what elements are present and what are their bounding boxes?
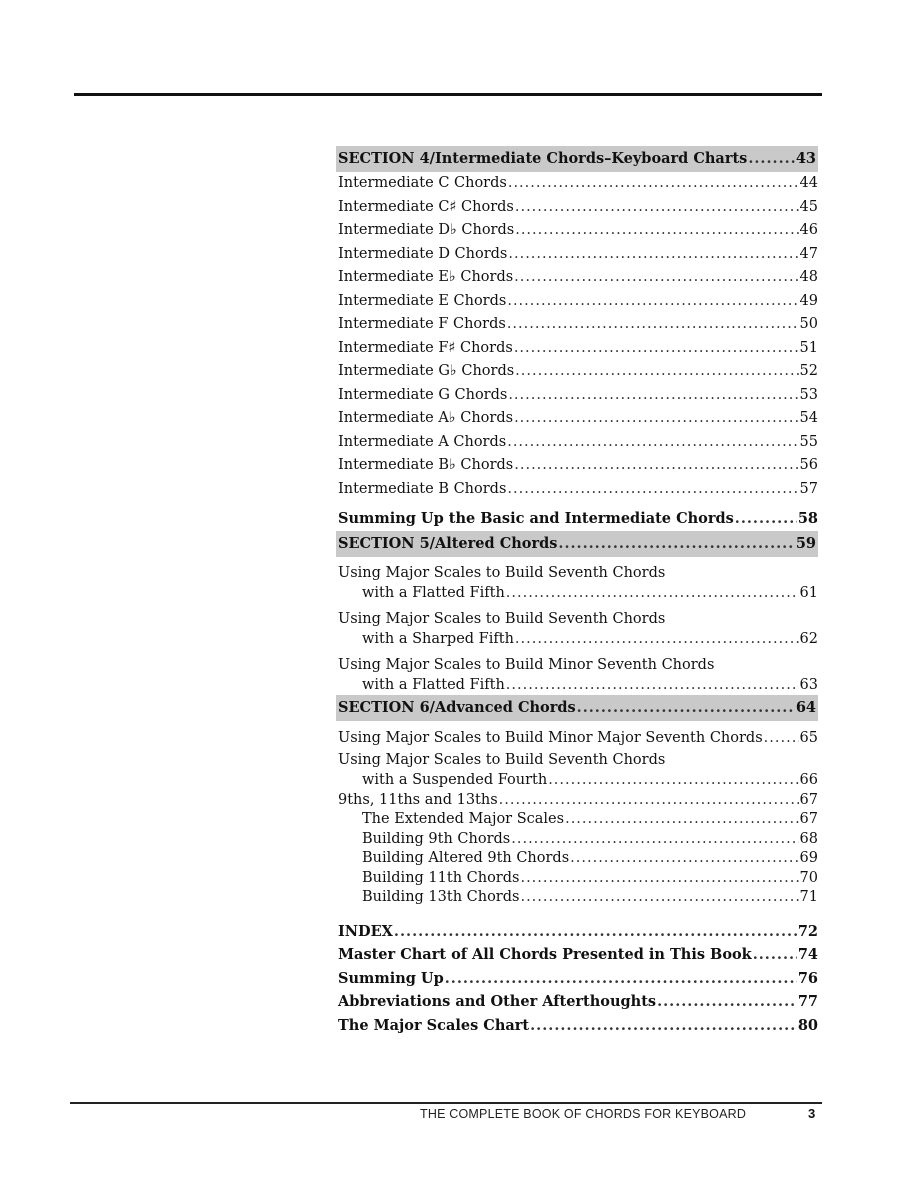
entry-title-line1: Using Major Scales to Build Seventh Chords <box>338 564 666 581</box>
page-number: 63 <box>799 676 818 693</box>
entry-title: Intermediate A Chords <box>338 433 507 450</box>
toc-entry[interactable] <box>338 727 818 751</box>
page-number: 64 <box>795 698 816 716</box>
toc-entry[interactable] <box>338 360 818 384</box>
toc-entry[interactable] <box>338 266 818 290</box>
page-number: 67 <box>799 792 818 808</box>
summary-entry[interactable] <box>338 507 818 531</box>
entry-title-line1: Using Major Scales to Build Seventh Chords <box>338 752 666 768</box>
leader-dots <box>577 697 795 719</box>
entry-title: Summing Up <box>338 969 444 987</box>
leader-dots <box>764 727 799 751</box>
entry-title: Intermediate C♯ Chords <box>338 198 514 215</box>
entry-title-line2: with a Suspended Fourth <box>362 772 548 788</box>
page-number: 76 <box>797 969 818 987</box>
leader-dots <box>548 770 798 790</box>
section-4-header[interactable] <box>336 146 818 172</box>
leader-dots <box>514 407 798 431</box>
entry-title-line2: with a Flatted Fifth <box>362 676 505 693</box>
leader-dots <box>507 313 799 337</box>
table-of-contents <box>338 146 818 1037</box>
leader-dots <box>514 337 799 361</box>
leader-dots <box>445 967 797 991</box>
entry-title: Intermediate E♭ Chords <box>338 269 514 285</box>
toc-entry[interactable] <box>338 478 818 502</box>
bottom-rule <box>70 1102 822 1104</box>
page-number: 61 <box>799 584 818 601</box>
entry-title: Intermediate G♭ Chords <box>338 363 515 379</box>
toc-entry[interactable] <box>338 313 818 337</box>
toc-subentry[interactable] <box>338 888 818 908</box>
entry-title-line2: with a Sharped Fifth <box>362 630 514 647</box>
entry-title-line1: Using Major Scales to Build Seventh Chords <box>338 610 666 627</box>
entry-title: Intermediate F Chords <box>338 316 506 332</box>
leader-dots <box>514 454 798 478</box>
toc-entry[interactable] <box>338 243 818 267</box>
back-matter-entry[interactable] <box>338 967 818 991</box>
toc-entry-two-line[interactable] <box>338 563 818 603</box>
entry-title: Intermediate C Chords <box>338 175 507 191</box>
page-number: 70 <box>799 869 818 886</box>
entry-title: Intermediate B Chords <box>338 480 507 497</box>
page-number: 44 <box>799 175 818 191</box>
leader-dots <box>508 243 798 267</box>
page-number: 43 <box>795 150 816 167</box>
entry-title: Intermediate G Chords <box>338 386 508 403</box>
page-number: 53 <box>799 386 818 403</box>
page-number: 67 <box>799 811 818 827</box>
toc-entry[interactable] <box>338 431 818 455</box>
entry-title: Building Altered 9th Chords <box>362 850 570 866</box>
entry-title: Intermediate B♭ Chords <box>338 457 514 473</box>
leader-dots <box>507 290 798 314</box>
toc-subentry[interactable] <box>338 830 818 850</box>
leader-dots <box>508 172 799 196</box>
page-number: 51 <box>799 339 818 356</box>
toc-entry[interactable] <box>338 290 818 314</box>
page-number: 56 <box>799 457 818 473</box>
page-number: 59 <box>795 534 816 552</box>
entry-title: Abbreviations and Other Afterthoughts <box>338 993 657 1010</box>
entry-title: Summing Up the Basic and Intermediate Chords <box>338 510 734 527</box>
section-title: SECTION 4/Intermediate Chords–Keyboard Charts <box>338 150 748 167</box>
entry-title: Intermediate D♭ Chords <box>338 222 515 238</box>
entry-title: Building 11th Chords <box>362 869 520 886</box>
page-number: 72 <box>797 922 818 940</box>
page-number: 52 <box>799 363 818 379</box>
entry-title-line2: with a Flatted Fifth <box>362 584 505 601</box>
leader-dots <box>558 533 794 555</box>
page-number: 77 <box>797 993 818 1010</box>
section-title: SECTION 5/Altered Chords <box>338 534 558 552</box>
leader-dots <box>507 431 798 455</box>
toc-entry[interactable] <box>338 790 818 810</box>
entry-title: 9ths, 11ths and 13ths <box>338 792 498 808</box>
leader-dots <box>753 943 797 967</box>
page-number: 62 <box>799 630 818 647</box>
toc-entry-two-line[interactable] <box>338 609 818 649</box>
leader-dots <box>514 266 798 290</box>
entry-title: Intermediate F♯ Chords <box>338 339 513 356</box>
entry-title: Intermediate D Chords <box>338 245 508 262</box>
page-number: 74 <box>797 946 818 963</box>
entry-title: Master Chart of All Chords Presented in This Book <box>338 946 752 963</box>
toc-entry[interactable] <box>338 219 818 243</box>
entry-title: Building 13th Chords <box>362 889 520 905</box>
leader-dots <box>511 830 798 850</box>
leader-dots <box>515 360 798 384</box>
section-6-header[interactable] <box>336 695 818 721</box>
page-number: 48 <box>799 269 818 285</box>
entry-title: Intermediate A♭ Chords <box>338 410 514 426</box>
leader-dots <box>515 196 799 220</box>
page-number: 49 <box>799 292 818 309</box>
leader-dots <box>499 790 799 810</box>
leader-dots <box>515 219 798 243</box>
toc-entry[interactable] <box>338 337 818 361</box>
leader-dots <box>506 583 799 603</box>
toc-entry[interactable] <box>338 196 818 220</box>
page-number: 46 <box>799 222 818 238</box>
entry-title: Building 9th Chords <box>362 830 511 847</box>
toc-entry[interactable] <box>338 172 818 196</box>
page-number: 50 <box>799 316 818 332</box>
section-title: SECTION 6/Advanced Chords <box>338 698 576 716</box>
page-number: 66 <box>799 772 818 788</box>
entry-title: INDEX <box>338 922 393 940</box>
back-matter-entry[interactable] <box>338 990 818 1014</box>
page-number: 71 <box>799 889 818 905</box>
leader-dots <box>520 869 798 889</box>
toc-entry[interactable] <box>338 454 818 478</box>
toc-entry-two-line[interactable] <box>338 750 818 790</box>
page-number: 65 <box>799 729 818 746</box>
toc-subentry[interactable] <box>338 869 818 889</box>
leader-dots <box>506 675 799 695</box>
toc-entry[interactable] <box>338 384 818 408</box>
leader-dots <box>508 384 798 408</box>
page-number: 58 <box>797 510 818 527</box>
leader-dots <box>735 507 797 531</box>
leader-dots <box>565 810 798 830</box>
page-number: 80 <box>797 1016 818 1034</box>
page-number: 68 <box>799 830 818 847</box>
entry-title: Intermediate E Chords <box>338 292 507 309</box>
leader-dots <box>570 849 798 869</box>
page-number: 69 <box>799 850 818 866</box>
toc-subentry[interactable] <box>338 810 818 830</box>
toc-entry-two-line[interactable] <box>338 655 818 695</box>
toc-subentry[interactable] <box>338 849 818 869</box>
leader-dots <box>657 990 797 1014</box>
section-5-header[interactable] <box>336 531 818 557</box>
page-number: 54 <box>799 410 818 426</box>
back-matter-entry[interactable] <box>338 1014 818 1038</box>
leader-dots <box>748 148 794 170</box>
leader-dots <box>520 888 798 908</box>
entry-title: The Major Scales Chart <box>338 1016 530 1034</box>
footer-page-number: 3 <box>808 1106 816 1121</box>
page-number: 47 <box>799 245 818 262</box>
top-rule <box>74 93 822 96</box>
running-footer-title: THE COMPLETE BOOK OF CHORDS FOR KEYBOARD <box>420 1107 747 1121</box>
leader-dots <box>530 1014 797 1038</box>
entry-title: The Extended Major Scales <box>362 811 565 827</box>
back-matter-entry[interactable] <box>338 920 818 944</box>
page-number: 55 <box>799 433 818 450</box>
entry-title-line1: Using Major Scales to Build Minor Seventh Chords <box>338 656 715 673</box>
leader-dots <box>507 478 798 502</box>
toc-entry[interactable] <box>338 407 818 431</box>
page-number: 45 <box>799 198 818 215</box>
entry-title: Using Major Scales to Build Minor Major Seventh Chords <box>338 729 763 746</box>
back-matter-entry[interactable] <box>338 943 818 967</box>
leader-dots <box>394 920 797 944</box>
page-number: 57 <box>799 480 818 497</box>
leader-dots <box>515 629 799 649</box>
